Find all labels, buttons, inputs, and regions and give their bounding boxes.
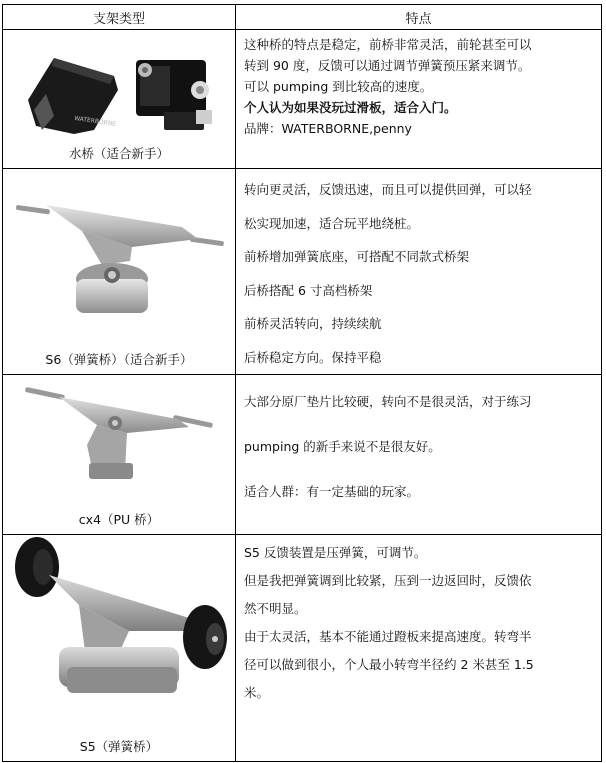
feature-line: 后桥稳定方向。保持平稳 xyxy=(244,349,382,365)
feature-line: 大部分原厂垫片比较硬，转向不是很灵活，对于练习 xyxy=(244,394,532,409)
truck-type-cell xyxy=(3,30,236,169)
truck-caption: S6（弹簧桥）（适合新手） xyxy=(45,352,193,367)
feature-line: 松实现加速，适合玩平地绕桩。 xyxy=(244,215,420,231)
feature-line: S5 反馈装置是压弹簧，可调节。 xyxy=(244,545,427,560)
feature-line: 适合人群：有一定基础的玩家。 xyxy=(244,484,420,499)
feature-line: 品牌：WATERBORNE,penny xyxy=(244,121,412,136)
feature-line: 这种桥的特点是稳定，前桥非常灵活，前轮甚至可以 xyxy=(244,37,532,52)
feature-line: 米。 xyxy=(244,685,270,700)
feature-line: 转到 90 度，反馈可以通过调节弹簧预压紧来调节。 xyxy=(244,58,531,73)
feature-line: 转向更灵活，反馈迅速，而且可以提供回弹，可以轻 xyxy=(244,182,532,197)
header-features: 特点 xyxy=(236,5,602,30)
truck-caption: cx4（PU 桥） xyxy=(78,512,160,527)
feature-line-bold: 个人认为如果没玩过滑板，适合入门。 xyxy=(244,100,457,115)
feature-line: 径可以做到很小，个人最小转弯半径约 2 米甚至 1.5 xyxy=(244,657,534,672)
truck-type-cell xyxy=(3,375,236,535)
feature-line: 由于太灵活，基本不能通过蹬板来提高速度。转弯半 xyxy=(244,629,532,644)
cx4-truck-image xyxy=(17,375,222,493)
table-header-row xyxy=(3,5,602,30)
water-truck-image xyxy=(14,30,224,140)
table-row xyxy=(3,30,602,169)
truck-caption: S5（弹簧桥） xyxy=(79,739,159,754)
feature-line: 但是我把弹簧调到比较紧，压到一边返回时，反馈依 xyxy=(244,573,532,588)
table-row xyxy=(3,375,602,535)
feature-line: 然不明显。 xyxy=(244,601,307,616)
features-cell xyxy=(236,30,602,169)
trucks-table xyxy=(2,4,602,762)
features-cell xyxy=(236,535,602,762)
truck-type-cell xyxy=(3,169,236,375)
image-brand-text: WATERBORNE xyxy=(73,115,117,128)
features-cell xyxy=(236,169,602,375)
s6-truck-image xyxy=(12,169,227,329)
truck-type-cell xyxy=(3,535,236,762)
s5-truck-image xyxy=(9,535,229,715)
feature-line: 前桥增加弹簧底座，可搭配不同款式桥架 xyxy=(244,249,470,264)
truck-caption: 水桥（适合新手） xyxy=(68,146,169,161)
header-type: 支架类型 xyxy=(3,5,236,30)
feature-line: 前桥灵活转向，持续续航 xyxy=(244,316,382,331)
table-row xyxy=(3,169,602,375)
feature-line: 后桥搭配 6 寸高档桥架 xyxy=(244,282,373,298)
feature-line: pumping 的新手来说不是很友好。 xyxy=(244,439,441,454)
features-cell xyxy=(236,375,602,535)
feature-line: 可以 pumping 到比较高的速度。 xyxy=(244,79,433,94)
table-row xyxy=(3,535,602,762)
